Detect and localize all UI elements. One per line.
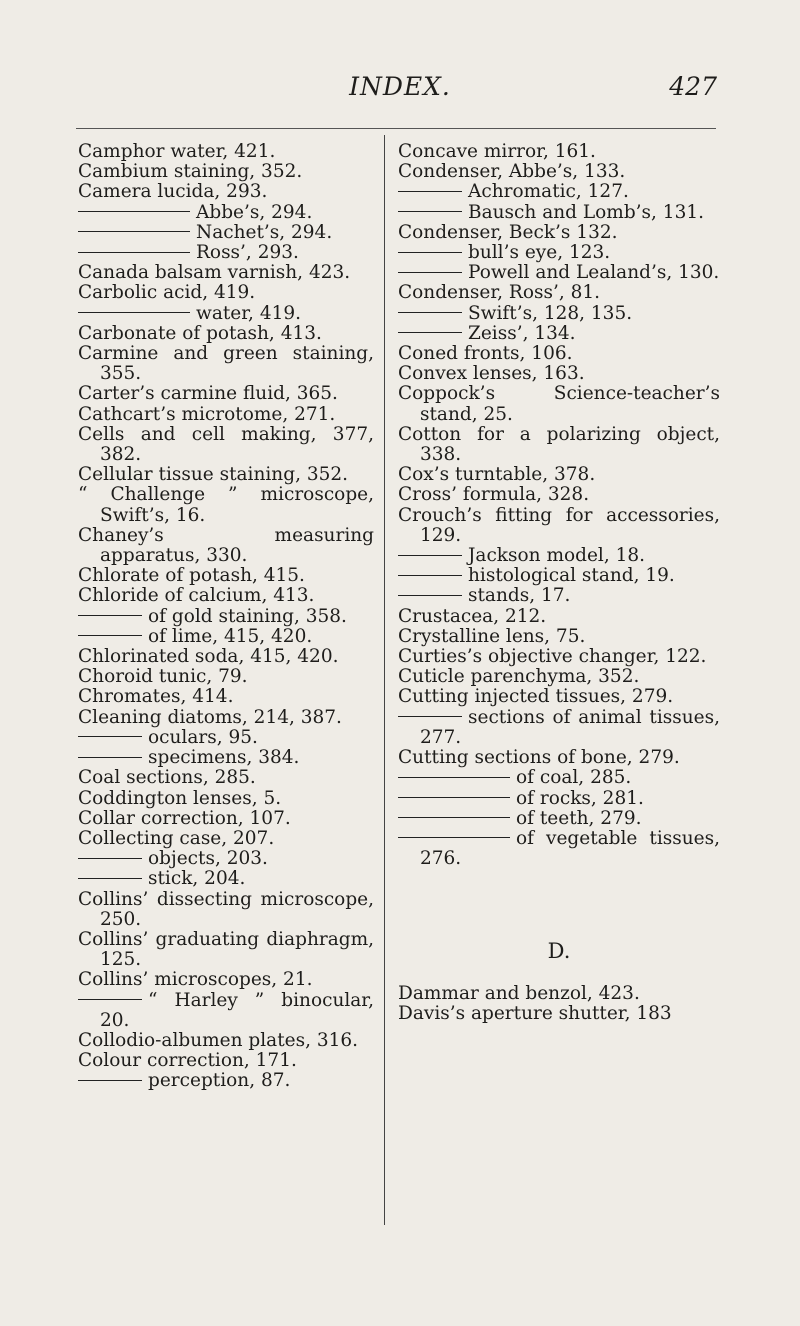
index-entry xyxy=(398,344,720,364)
index-subentry xyxy=(398,809,720,829)
index-entry xyxy=(398,485,720,505)
ditto-dash xyxy=(78,858,142,859)
entry-text: Crustacea, 212. xyxy=(398,605,547,627)
index-entry xyxy=(78,263,374,283)
entry-text: Cathcart’s microtome, 271. xyxy=(78,403,336,425)
entry-text: Powell and Lealand’s, 130. xyxy=(468,262,720,284)
entry-text: Coned fronts, 106. xyxy=(398,343,573,365)
ditto-dash xyxy=(398,595,462,596)
index-subentry xyxy=(398,263,720,283)
entry-text: Chlorinated soda, 415, 420. xyxy=(78,646,339,668)
entry-text: objects, 203. xyxy=(148,848,268,870)
index-entry xyxy=(398,667,720,687)
ditto-dash xyxy=(398,817,510,818)
ditto-dash xyxy=(78,736,142,737)
index-entry xyxy=(398,283,720,303)
index-subentry xyxy=(78,243,374,263)
entry-text: Cells and cell making, 377, 382. xyxy=(78,423,374,466)
index-entry xyxy=(78,344,374,384)
index-entry xyxy=(398,627,720,647)
index-entry xyxy=(78,930,374,970)
index-entry xyxy=(78,182,374,202)
ditto-dash xyxy=(78,757,142,758)
index-entry xyxy=(78,768,374,788)
entry-text: histological stand, 19. xyxy=(468,565,675,587)
entry-text: Collins’ dissecting microscope, 250. xyxy=(78,888,374,930)
entry-text: Condenser, Abbe’s, 133. xyxy=(398,161,626,183)
ditto-dash xyxy=(398,777,510,778)
index-entry xyxy=(398,748,720,768)
page-header xyxy=(0,72,800,112)
ditto-dash xyxy=(78,999,142,1000)
entry-text: Cutting sections of bone, 279. xyxy=(398,747,680,769)
index-subentry xyxy=(398,789,720,809)
index-entry xyxy=(398,162,720,182)
index-subentry xyxy=(398,324,720,344)
index-entry xyxy=(78,1051,374,1071)
index-entry xyxy=(398,142,720,162)
entry-text: Davis’s aperture shutter, 183 xyxy=(398,1002,672,1024)
index-entry xyxy=(78,809,374,829)
index-entry xyxy=(398,425,720,465)
index-entry xyxy=(398,647,720,667)
entry-text: sections of animal tissues, 277. xyxy=(420,706,720,748)
index-entry xyxy=(398,1004,720,1024)
index-entry xyxy=(398,984,720,1004)
ditto-dash xyxy=(398,332,462,333)
entry-text: of teeth, 279. xyxy=(516,807,642,829)
entry-text: Curties’s objective changer, 122. xyxy=(398,646,707,668)
ditto-dash xyxy=(398,211,462,212)
index-entry xyxy=(398,384,720,424)
entry-text: Dammar and benzol, 423. xyxy=(398,982,640,1004)
ditto-dash xyxy=(398,555,462,556)
column-divider xyxy=(384,135,385,1225)
index-subentry xyxy=(398,586,720,606)
index-subentry xyxy=(78,869,374,889)
header-rule xyxy=(76,128,716,129)
entry-text: Carbonate of potash, 413. xyxy=(78,322,322,344)
entry-text: Nachet’s, 294. xyxy=(196,221,333,243)
index-subentry xyxy=(398,304,720,324)
index-entry xyxy=(78,162,374,182)
entry-text: Abbe’s, 294. xyxy=(196,201,313,223)
index-subentry xyxy=(78,991,374,1031)
entry-text: “ Challenge ” microscope, Swift’s, 16. xyxy=(78,484,374,526)
index-entry xyxy=(398,465,720,485)
ditto-dash xyxy=(398,575,462,576)
entry-text: Chromates, 414. xyxy=(78,686,234,708)
ditto-dash xyxy=(398,797,510,798)
entry-text: Camphor water, 421. xyxy=(78,141,276,162)
index-entry xyxy=(398,607,720,627)
entry-text: Chlorate of potash, 415. xyxy=(78,565,305,587)
entry-text: Cuticle parenchyma, 352. xyxy=(398,666,640,688)
ditto-dash xyxy=(78,252,190,253)
index-entry xyxy=(78,384,374,404)
index-entry xyxy=(78,708,374,728)
index-entry xyxy=(78,425,374,465)
entry-text: Chaney’s measuring apparatus, 330. xyxy=(78,524,374,567)
section-letter: D. xyxy=(547,939,571,964)
index-subentry xyxy=(78,607,374,627)
entry-text: perception, 87. xyxy=(148,1070,291,1092)
index-entry xyxy=(78,890,374,930)
entry-text: Crystalline lens, 75. xyxy=(398,625,586,647)
entry-text: Condenser, Beck’s 132. xyxy=(398,221,618,243)
index-subentry xyxy=(78,223,374,243)
index-entry xyxy=(78,1031,374,1051)
index-entry xyxy=(78,687,374,707)
entry-text: specimens, 384. xyxy=(148,747,300,769)
ditto-dash xyxy=(78,878,142,879)
entry-text: Jackson model, 18. xyxy=(468,545,646,567)
entry-text: Collar correction, 107. xyxy=(78,807,291,829)
ditto-dash xyxy=(78,1080,142,1081)
index-entry xyxy=(78,586,374,606)
ditto-dash xyxy=(398,272,462,273)
entry-text: Cleaning diatoms, 214, 387. xyxy=(78,706,342,728)
entry-text: Cotton for a polarizing object, 338. xyxy=(398,423,720,466)
entry-text: Chloride of calcium, 413. xyxy=(78,585,315,607)
entry-text: Swift’s, 128, 135. xyxy=(468,302,633,324)
index-entry xyxy=(78,970,374,990)
entry-text: of gold staining, 358. xyxy=(148,605,347,627)
index-entry xyxy=(78,142,374,162)
index-entry xyxy=(398,364,720,384)
entry-text: Collecting case, 207. xyxy=(78,827,275,849)
ditto-dash xyxy=(398,252,462,253)
entry-text: “ Harley ” binocular, 20. xyxy=(100,989,374,1031)
entry-text: of lime, 415, 420. xyxy=(148,625,313,647)
running-head: INDEX. xyxy=(349,72,451,101)
entry-text: Cutting injected tissues, 279. xyxy=(398,686,674,708)
index-entry xyxy=(78,526,374,566)
entry-text: Bausch and Lomb’s, 131. xyxy=(468,201,704,223)
entry-text: Cross’ formula, 328. xyxy=(398,484,590,506)
entry-text: Condenser, Ross’, 81. xyxy=(398,282,601,304)
ditto-dash xyxy=(398,191,462,192)
entry-text: of coal, 285. xyxy=(516,767,632,789)
entry-text: Collodio-albumen plates, 316. xyxy=(78,1029,359,1051)
entry-text: of vegetable tissues, 276. xyxy=(420,827,720,870)
ditto-dash xyxy=(398,312,462,313)
index-entry xyxy=(398,506,720,546)
index-entry xyxy=(78,405,374,425)
ditto-dash xyxy=(78,635,142,636)
index-subentry xyxy=(78,728,374,748)
entry-text: Coal sections, 285. xyxy=(78,767,256,789)
entry-text: water, 419. xyxy=(196,302,302,324)
index-entry xyxy=(78,283,374,303)
index-subentry xyxy=(78,849,374,869)
entry-text: Cambium staining, 352. xyxy=(78,161,303,183)
index-subentry xyxy=(78,1071,374,1091)
index-subentry xyxy=(398,203,720,223)
entry-text: Convex lenses, 163. xyxy=(398,363,585,385)
entry-text: Cox’s turntable, 378. xyxy=(398,464,596,486)
index-entry xyxy=(78,465,374,485)
index-subentry xyxy=(398,182,720,202)
ditto-dash xyxy=(78,615,142,616)
index-entry xyxy=(78,647,374,667)
entry-text: Ross’, 293. xyxy=(196,242,299,264)
entry-text: Crouch’s fitting for accessories, 129. xyxy=(398,504,720,546)
index-entry xyxy=(398,223,720,243)
ditto-dash xyxy=(398,837,510,838)
entry-text: Concave mirror, 161. xyxy=(398,141,596,162)
ditto-dash xyxy=(78,312,190,313)
index-column-left xyxy=(78,142,374,1092)
index-entry xyxy=(78,789,374,809)
index-entry xyxy=(398,687,720,707)
entry-text: stands, 17. xyxy=(468,585,571,607)
entry-text: oculars, 95. xyxy=(148,726,258,748)
index-subentry xyxy=(78,748,374,768)
index-entry xyxy=(78,566,374,586)
entry-text: stick, 204. xyxy=(148,868,246,890)
ditto-dash xyxy=(78,231,190,232)
ditto-dash xyxy=(398,716,462,717)
index-entry xyxy=(78,485,374,525)
entry-text: Zeiss’, 134. xyxy=(468,322,576,344)
index-subentry xyxy=(398,566,720,586)
index-entry xyxy=(78,829,374,849)
entry-text: Collins’ graduating diaphragm, 125. xyxy=(78,928,374,971)
entry-text: Carbolic acid, 419. xyxy=(78,282,256,304)
entry-text: Choroid tunic, 79. xyxy=(78,666,248,688)
entry-text: Cellular tissue staining, 352. xyxy=(78,464,349,486)
entry-text: Coddington lenses, 5. xyxy=(78,787,282,809)
index-subentry xyxy=(398,546,720,566)
index-subentry xyxy=(398,829,720,869)
index-subentry xyxy=(78,627,374,647)
index-subentry xyxy=(398,708,720,748)
entry-text: Canada balsam varnish, 423. xyxy=(78,262,351,284)
entry-text: bull’s eye, 123. xyxy=(468,242,611,264)
index-subentry xyxy=(78,304,374,324)
entry-text: of rocks, 281. xyxy=(516,787,644,809)
index-subentry xyxy=(78,203,374,223)
index-subentry xyxy=(398,243,720,263)
ditto-dash xyxy=(78,211,190,212)
index-column-right xyxy=(398,142,720,1024)
entry-text: Carmine and green staining, 355. xyxy=(78,343,374,385)
entry-text: Carter’s carmine fluid, 365. xyxy=(78,383,338,405)
index-subentry xyxy=(398,768,720,788)
entry-text: Collins’ microscopes, 21. xyxy=(78,969,313,991)
entry-text: Achromatic, 127. xyxy=(468,181,629,203)
index-entry xyxy=(78,667,374,687)
page-number: 427 xyxy=(669,72,717,101)
entry-text: Coppock’s Science-teacher’s stand, 25. xyxy=(398,383,720,425)
entry-text: Colour correction, 171. xyxy=(78,1050,297,1072)
entry-text: Camera lucida, 293. xyxy=(78,181,268,203)
index-entry xyxy=(78,324,374,344)
